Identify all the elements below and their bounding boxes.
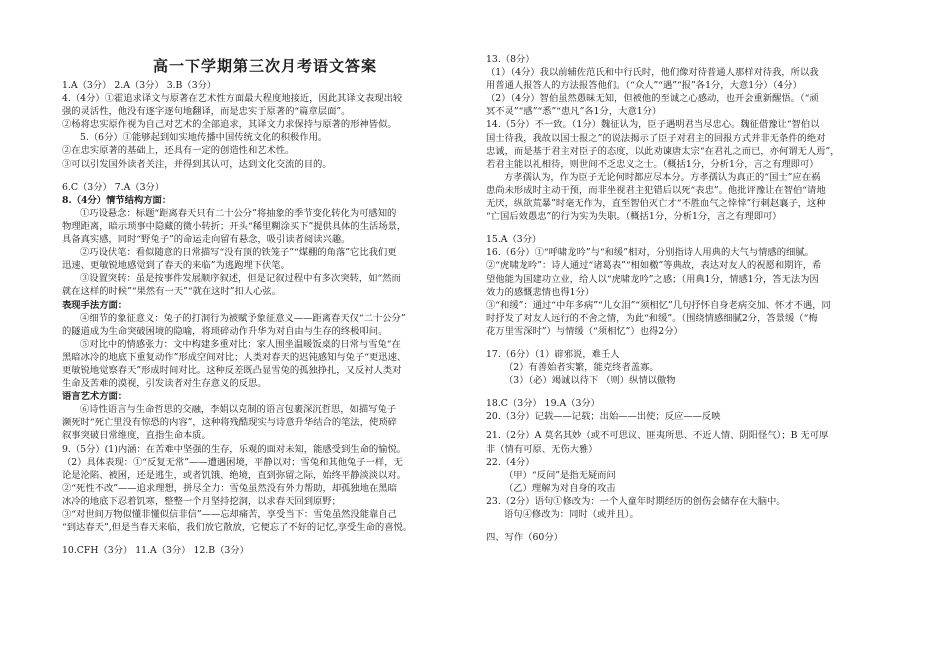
answer-line: 物理距离，暗示琐事中隐藏的微小转折；开头“稀里糊涂买下”提供具体的生活场景，: [62, 220, 407, 232]
spacer: [62, 534, 468, 544]
answer-line: 16.（6分）①“呼啸龙吟”与“和缓”相对，分别指诗人用典的大气与情感的细腻。: [486, 247, 814, 259]
answer-line: 论是沦陷、被困，还是逃生，或者饥饿、绝境，直到弥留之际，始终平静淡淡以对。: [62, 469, 406, 481]
answer-line: 濒死时“死亡里没有惊恐的内容”，这种将残酷现实与诗意升华结合的笔法，使琐碎: [62, 417, 397, 429]
answer-line: ②杨将忠实原作视为自己对艺术的全部追求，其译文力求保持与原著的形神皆似。: [62, 119, 397, 131]
answer-line: ②在忠实原著的基础上，还具有一定的创造性和艺术性。: [62, 145, 295, 157]
answer-line: “到达春天”,但是当春天来临，我们放它散放，它便忘了不好的记忆,享受生命的喜悦。: [62, 522, 413, 534]
answer-line: 5.（6分）①能够起到如实地传播中国传统文化的积极作用。: [80, 132, 328, 144]
answer-line: 1.A（3分） 2.A（3分） 3.B（3分）: [62, 80, 217, 91]
answer-line: 四、写作（60分）: [486, 532, 563, 544]
answer-line: ①巧设悬念：标题“距离春天只有二十公分”将抽象的季节变化转化为可感知的: [80, 207, 397, 219]
answer-line: ②巧设伏笔：看似随意的日常描写“没有顶的铁笼子”“煤棚的角落”它比我们更: [80, 247, 397, 259]
answer-line: 就在这样的时候”“果然有一天”“就在这时”扣人心弦。: [62, 286, 281, 298]
answer-line: ②“死性不改”——追求理想，拼尽全力：雪兔虽然没有外力帮助，却孤独地在黑暗: [62, 482, 397, 494]
answer-line: 6.C（3分） 7.A（3分）: [62, 181, 165, 193]
answer-line: 15.A（3分）: [486, 234, 542, 246]
answer-line: 用普通人报答人的方法报答他们。（“众人”“遇”“报”各1分，大意1分）（4分）: [486, 80, 802, 92]
answer-line: 10.CFH（3分） 11.A（3分） 12.B（3分）: [62, 545, 249, 557]
answer-line: ③设置突转：虽是按事件发展顺序叙述，但是记叙过程中有多次突转，如“然而: [80, 273, 401, 285]
answer-line: 强的灵活性，他没有逐字逐句地翻译，而是忠实于原著的“篇章层面”。: [62, 106, 351, 118]
answer-line: 忠诚，而是基于君主对臣子的态度，以此劝谏唐太宗“在君礼之而已，亦何谓无人焉”，: [486, 145, 840, 157]
answer-line: （乙）理解为对自身的攻击: [504, 482, 616, 494]
answer-line: 黑暗冰冷的地底下重复动作”形成空间对比；人类对春天的迟钝感知与兔子“更迅速、: [62, 351, 407, 363]
answer-line: 望他能为国建功立业，给人以“虎啸龙吟”之感；（用典1分，情感1分，答无法为因: [486, 273, 819, 285]
answer-line: 时抒发了对友人远行的不舍之情，为此“和缓”。（围绕情感细腻2分，答景缓（“梅: [486, 312, 818, 324]
answer-line: 语句④修改为：同时（或并且）。: [504, 509, 639, 520]
spacer: [486, 223, 890, 233]
answer-line: 非（情有可原、无伤大雅）: [486, 443, 598, 455]
answer-line: 8.（4分）情节结构方面：: [62, 194, 172, 206]
answer-line: （2）（4分）智伯虽然愚昧无知，但被他的至诚之心感动，也开会重新醒悟。（“顽: [486, 93, 819, 105]
answer-line: （2）有善始者实繁，能克终者盖寡。: [504, 362, 659, 374]
answer-line: 20.（3分）记载——记载；出始——出使；反应——反映: [486, 411, 721, 423]
answer-line: 21.（2分）A 莫名其妙（或不可思议、匪夷所思、不近人情、阴阳怪气）；B 无可厚: [486, 430, 829, 442]
answer-line: 22.（4分）: [486, 456, 535, 468]
answer-line: 9.（5分）(1)内涵：在苦难中坚强的生存，乐观的面对未知，能感受到生命的愉悦。: [62, 443, 407, 455]
answer-line: ⑥诗性语言与生命哲思的交融，李娟以克制的语言包裹深沉哲思，如描写兔子: [80, 404, 397, 416]
answer-line: 17.（6分）（1）辟邪说，难壬人: [486, 348, 620, 360]
answer-line: 生命及苦难的漠视，引发读者对生存意义的反思。: [62, 378, 267, 390]
answer-line: 若君主能以礼相待，则世间不乏忠义之士。（概括1分，分析1分，言之有理即可）: [486, 158, 819, 170]
answer-line: （甲）“反问”是指无疑而问: [504, 469, 616, 481]
answer-line: 23.（2分）语句①修改为：一个人童年时期经历的创伤会储存在大脑中。: [486, 495, 786, 507]
answer-line: ④细节的象征意义：兔子的打洞行为被赋予象征意义——距离春天仅“二十公分”: [80, 312, 406, 324]
answer-line: 具备真实感，同时“野兔子”的命运走向留有悬念，吸引读者阅读兴趣。: [62, 234, 351, 246]
answer-line: 语言艺术方面：: [62, 391, 128, 403]
right-column: [486, 53, 890, 544]
answer-line: 方孝孺认为，作为臣子无论何时都应尽本分。方孝孺认为真正的“国士”应在祸: [504, 171, 821, 183]
spacer: [486, 338, 890, 348]
answer-line: 国士待我，我故以国士报之”的说法揭示了臣子对君主的回报方式并非无条件的绝对: [486, 132, 826, 144]
answer-line: 效力的感慨悲情也得1分）: [486, 286, 595, 298]
answer-line: 表现手法方面：: [62, 299, 128, 311]
spacer: [486, 387, 890, 397]
answer-line: ②“虎啸龙吟”：诗人通过“诸葛表”“相如檄”等典故，表达对友人的祝愿和期许，希: [486, 260, 822, 272]
answer-line: ③“对世间万物似懂非懂似信非信”——忘却痛苦，享受当下：雪兔虽然没能靠自己: [62, 509, 397, 520]
answer-line: 18.C（3分） 19.A（3分）: [486, 398, 600, 410]
answer-line: 花万里雪深时”）与情缓（“须相忆”）也得2分）: [486, 325, 683, 337]
answer-line: 患尚未形成时主动干预，而非坐视君主犯错后以死“表忠”。他批评豫让在智伯“请地: [486, 184, 826, 196]
answer-line: 14.（5分）不一致。（1分）魏征认为，臣子遇明君当尽忠心。魏征借豫让“智伯以: [486, 119, 820, 131]
answer-line: “亡国后效愚忠”的行为实为失职。（概括1分，分析1分，言之有理即可）: [486, 211, 782, 223]
answer-line: ③“和缓”：通过“中年多病”“儿女泪”“须相忆”几句抒怀自身老病交加、怀才不遇，同: [486, 299, 831, 311]
answer-line: 叙事突破日常维度，直指生命本质。: [62, 430, 211, 442]
answer-line: 冥不灵”“感”“悉”“患凡”各1分，大意1分）: [486, 106, 662, 118]
answer-line: 的隧道成为生命突破困境的隐喻，将琐碎动作升华为对自由与生存的终极叩问。: [62, 325, 388, 337]
answer-line: 13.（8分）: [486, 54, 535, 65]
left-column: [62, 79, 468, 557]
answer-line: （3）（必）竭诚以待下 （则）纵情以傲物: [504, 375, 676, 387]
answer-line: 冰冷的地底下忍着饥寒，整整一个月坚持挖洞，以求春天回到原野；: [62, 495, 341, 507]
answer-line: （2）具体表现：①“反复无常”——遭遇困境，平静以对；雪兔和其他兔子一样，无: [62, 456, 403, 468]
answer-line: ⑤对比中的情感张力：文中构建多重对比：家人围坐温暖饭桌的日常与雪兔“在: [80, 338, 401, 350]
answer-line: 迅速、更敏锐地感觉到了春天的来临”为逃跑埋下伏笔。: [62, 260, 290, 272]
answer-line: 4.（4分）①霍追求译文与原著在艺术性方面最大程度地接近，因此其译文表现出较: [62, 93, 403, 105]
answer-line: 更敏锐地觉察春天”形成时间对比。这种反差既凸显雪兔的孤独挣扎，又反衬人类对: [62, 364, 402, 376]
spacer: [62, 171, 468, 181]
answer-line: （1）（4分）我以前辅佐范氏和中行氏时，他们像对待普通人那样对待我，所以我: [486, 67, 819, 79]
page-title: 高一下学期第三次月考语文答案: [152, 57, 377, 75]
spacer: [486, 521, 890, 531]
answer-line: ③可以引发国外读者关注，并得到其认可，达到文化交流的目的。: [62, 158, 332, 170]
answer-line: 无厌，纵欲荒暴”时毫无作为，直至智伯灭亡才“不胜血气之悻悻”行刺赵襄子，这种: [486, 198, 826, 210]
